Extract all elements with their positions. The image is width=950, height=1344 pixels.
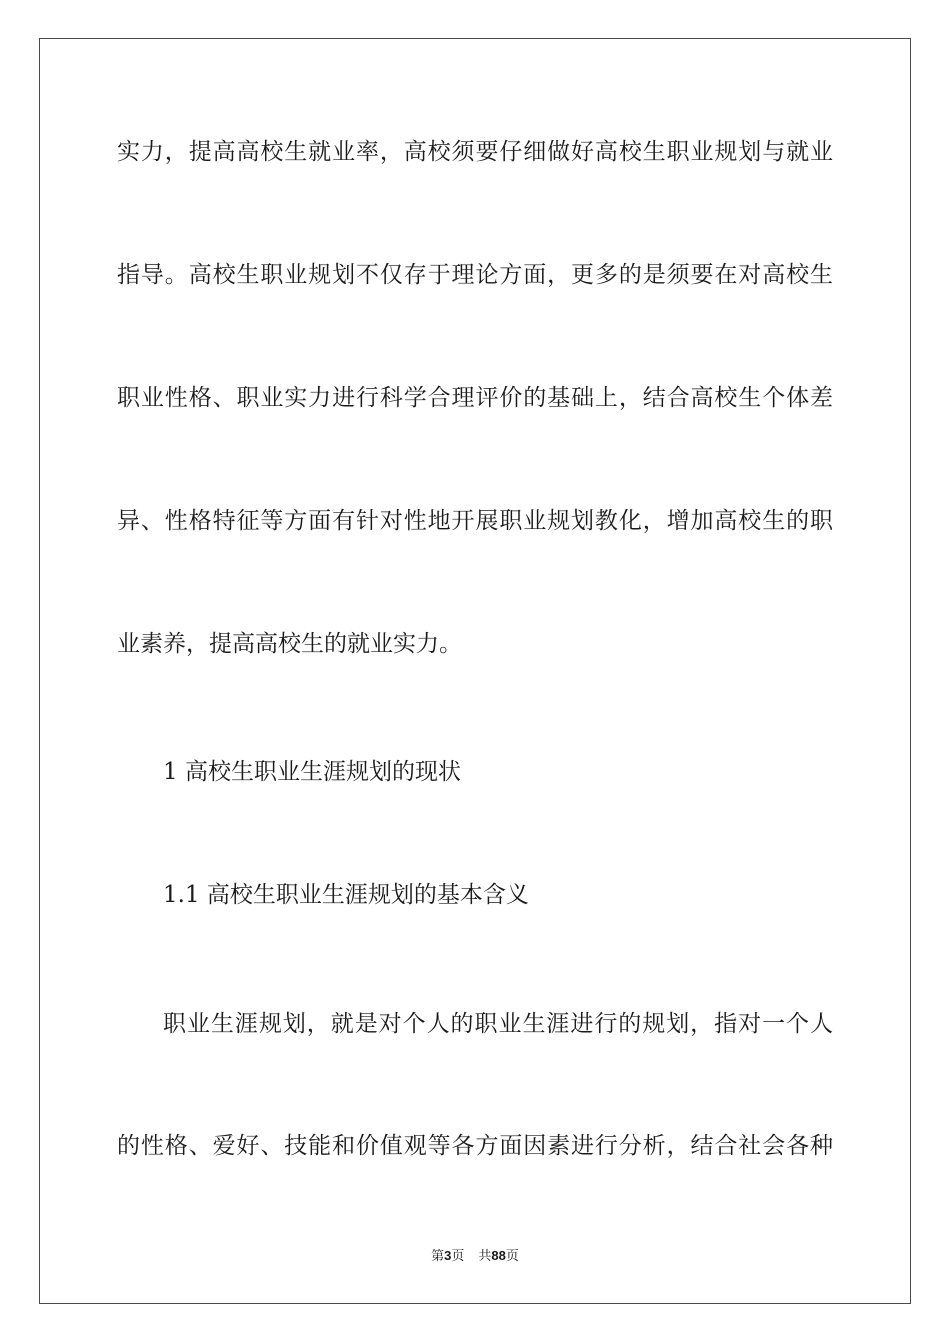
page-border [39,38,911,1304]
body-text-line: 业素养，提高高校生的就业实力。 [117,631,462,657]
page-number: 3 [444,1248,452,1263]
total-pages: 88 [491,1248,506,1263]
body-text-line: 的性格、爱好、技能和价值观等各方面因素进行分析，结合社会各种 [117,1133,833,1159]
subsection-heading: 1.1 高校生职业生涯规划的基本含义 [163,882,529,908]
body-text-line: 实力，提高高校生就业率，高校须要仔细做好高校生职业规划与就业 [117,139,833,165]
total-prefix: 共 [478,1249,492,1264]
page-prefix: 第 [431,1249,445,1264]
section-heading: 1 高校生职业生涯规划的现状 [163,759,461,785]
body-text-line: 职业性格、职业实力进行科学合理评价的基础上，结合高校生个体差 [117,385,833,411]
body-text-line: 指导。高校生职业规划不仅存于理论方面，更多的是须要在对高校生 [117,262,833,288]
page-suffix: 页 [451,1249,465,1264]
body-text-line: 异、性格特征等方面有针对性地开展职业规划教化，增加高校生的职 [117,508,833,534]
total-suffix: 页 [505,1249,519,1264]
page-footer [0,1248,950,1265]
body-text-line: 职业生涯规划，就是对个人的职业生涯进行的规划，指对一个人 [163,1011,833,1037]
